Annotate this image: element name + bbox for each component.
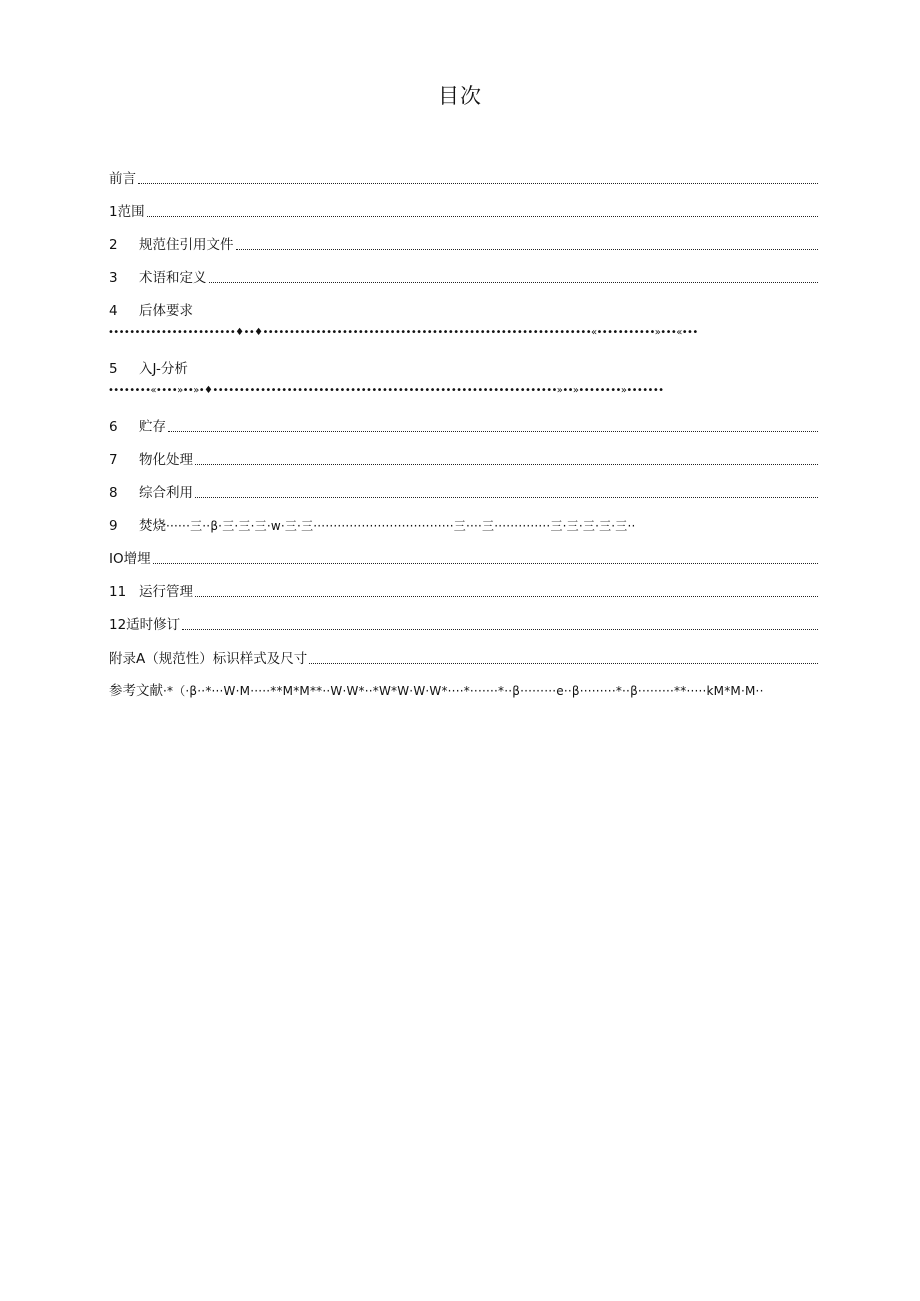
toc-entry-label: 后体要求 <box>139 303 193 319</box>
dot-leader <box>168 431 818 432</box>
toc-entry-appendix-a[interactable] <box>109 646 818 668</box>
toc-entry-physicochemical-treatment[interactable] <box>109 447 818 469</box>
toc-entry-number: 6 <box>109 419 118 435</box>
toc-entry-bibliography[interactable] <box>109 678 818 700</box>
dot-leader <box>209 282 819 283</box>
toc-entry-number: 5 <box>109 361 118 377</box>
toc-entry-operation-management[interactable] <box>109 579 818 601</box>
toc-entry-label: 参考文献 <box>109 683 163 699</box>
toc-entry-normative-references[interactable] <box>109 232 818 254</box>
toc-entry-incineration[interactable] <box>109 513 818 535</box>
toc-entry-label: 综合利用 <box>139 485 193 501</box>
toc-entry-label: 运行管理 <box>139 584 193 600</box>
toc-entry-label: 12适时修订 <box>109 617 181 633</box>
toc-entry-number: 8 <box>109 485 118 501</box>
toc-entry-terms-definitions[interactable] <box>109 265 818 287</box>
toc-entry-label: 前言 <box>109 171 136 187</box>
toc-entry-number: 3 <box>109 270 118 286</box>
toc-entry-label: 物化处理 <box>139 452 193 468</box>
toc-entry-revision[interactable] <box>109 612 818 634</box>
toc-entry-label: 规范住引用文件 <box>139 237 234 253</box>
garbled-leader-text: ·*（·β··*···W·M·····**M*M**··W·W*··*W*W·W·W*····*·······*··β·········e··β·········*··β·········**·····kM*M·M·· <box>163 684 764 698</box>
dot-leader <box>182 629 818 630</box>
dot-leader <box>195 497 818 498</box>
toc-entry-foreword[interactable] <box>109 166 818 188</box>
garbled-leader-text: ······三··β·三·三·三·w·三·三···································三····三··············三·三·三·三·三·· <box>166 519 636 533</box>
toc-entry-scope[interactable] <box>109 199 818 221</box>
dot-leader <box>309 663 818 664</box>
toc-entry-number: 2 <box>109 237 118 253</box>
toc-entry-number: 11 <box>109 584 127 600</box>
dot-leader <box>195 596 818 597</box>
page-title: 目次 <box>438 84 482 108</box>
toc-entry-label: 贮存 <box>139 419 166 435</box>
dot-leader <box>236 249 819 250</box>
toc-entry-label: 附录A（规范性）标识样式及尺寸 <box>109 651 308 667</box>
toc-entry-number: 4 <box>109 303 118 319</box>
toc-entry-label: 入J-分析 <box>139 361 188 377</box>
toc-entry-label: 术语和定义 <box>139 270 207 286</box>
toc-entry-label: 1范围 <box>109 204 145 220</box>
toc-entry-general-requirements[interactable] <box>109 298 818 320</box>
dot-leader <box>138 183 818 184</box>
toc-entry-number: 7 <box>109 452 118 468</box>
toc-entry-storage[interactable] <box>109 414 818 436</box>
dot-leader <box>153 563 818 564</box>
bullet-leader-line: ••••••••••••••••••••••••♦••♦••••••••••••••••••••••••••••••••••••••••••••••••••••••••••••••«•••••••••••»•••«••• <box>108 327 698 338</box>
toc-entry-utilization[interactable] <box>109 480 818 502</box>
dot-leader <box>195 464 818 465</box>
toc-entry-analysis[interactable] <box>109 356 818 378</box>
toc-entry-label: IO增埋 <box>109 551 151 567</box>
toc-entry-number: 9 <box>109 518 118 534</box>
toc-entry-label: 焚烧 <box>139 518 166 534</box>
bullet-leader-line: ••••••••«••••»••»•♦•••••••••••••••••••••••••••••••••••••••••••••••••••••••••••••••••»••»••••••••»••••••• <box>108 385 664 396</box>
toc-entry-landfill[interactable] <box>109 546 818 568</box>
dot-leader <box>147 216 818 217</box>
